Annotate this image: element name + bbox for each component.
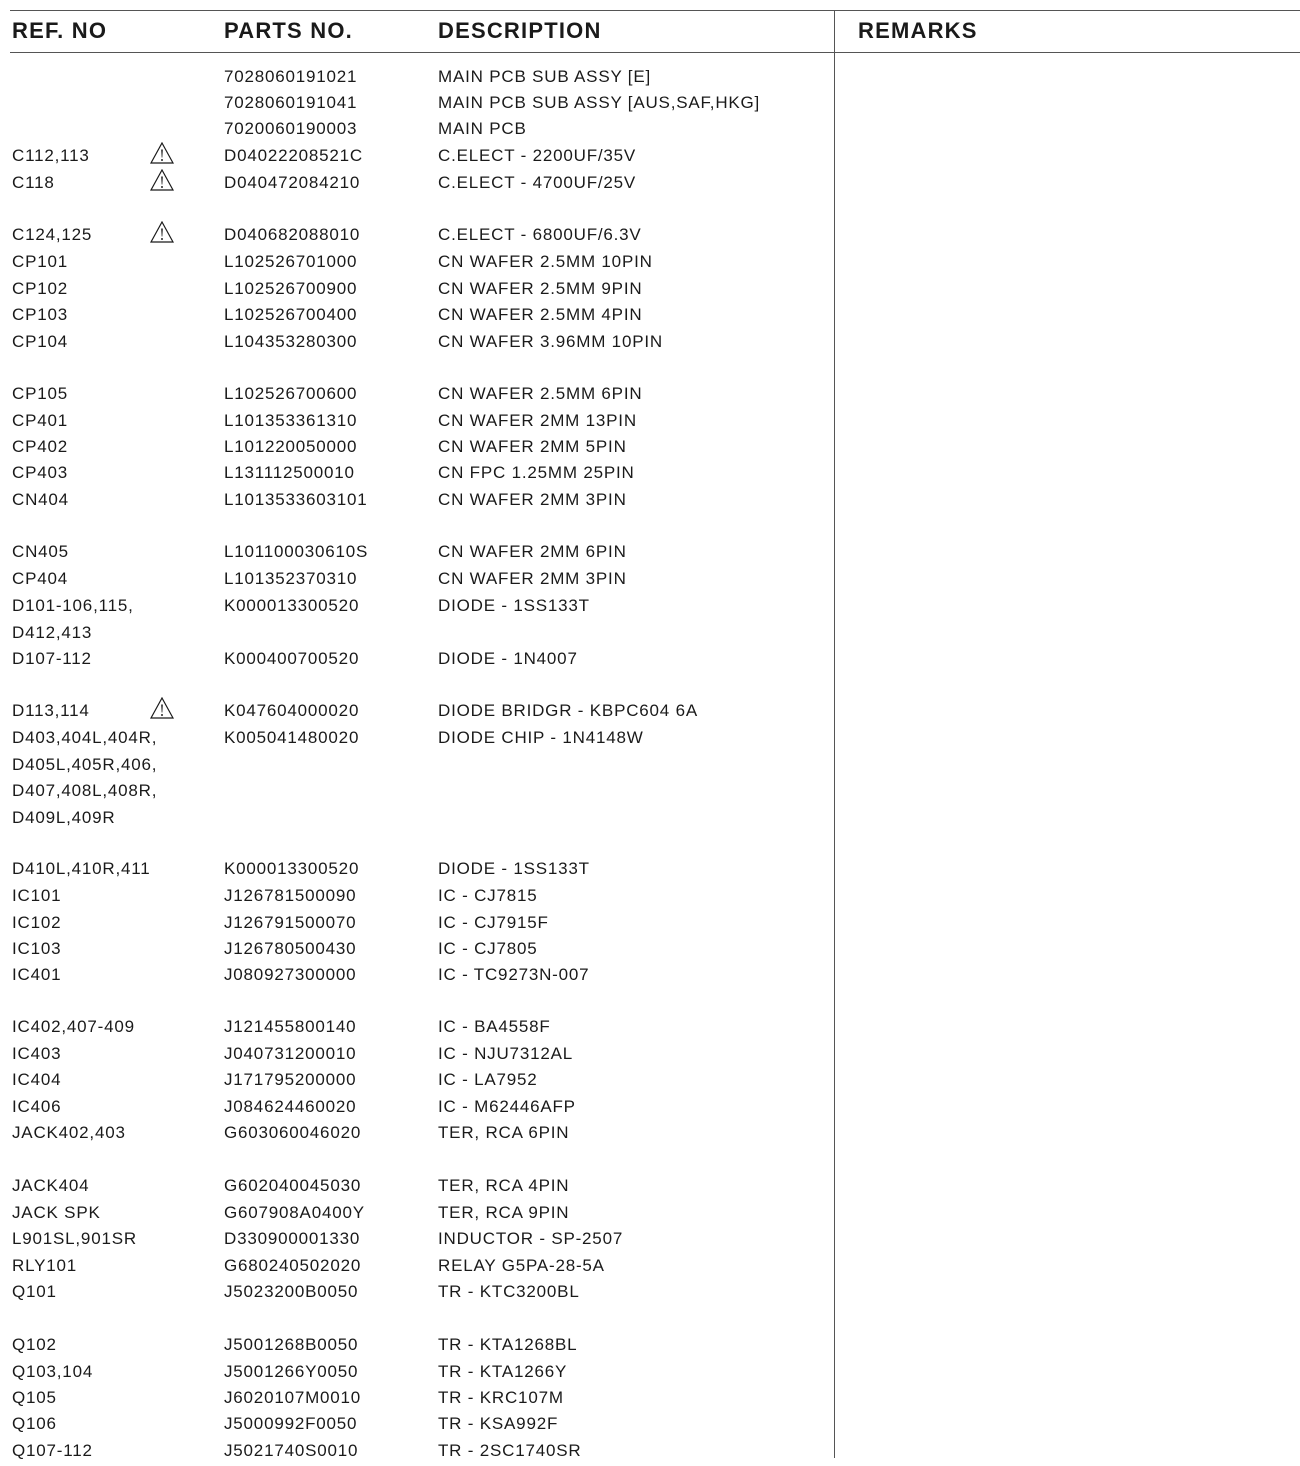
description-cell: DIODE - 1SS133T [438,596,590,615]
description-cell: IC - CJ7815 [438,886,538,905]
ref-no-cell: D412,413 [12,623,93,642]
description-cell: CN WAFER 2.5MM 4PIN [438,305,643,324]
parts-no-cell: L102526700600 [224,384,358,403]
description-cell: IC - CJ7805 [438,939,538,958]
parts-no-cell: J5023200B0050 [224,1282,359,1301]
description-cell: CN FPC 1.25MM 25PIN [438,463,635,482]
description-cell: CN WAFER 2.5MM 10PIN [438,252,653,271]
parts-no-cell: G607908A0400Y [224,1203,365,1222]
parts-no-cell: J040731200010 [224,1044,357,1063]
table-row [0,92,834,118]
ref-no-cell: CP402 [12,437,68,456]
ref-no-cell: D403,404L,404R, [12,728,158,747]
ref-no-cell: JACK402,403 [12,1123,126,1142]
warning-triangle-icon [150,169,174,191]
table-row [0,383,834,409]
table-row [0,595,834,621]
description-cell: INDUCTOR - SP-2507 [438,1229,624,1248]
ref-no-cell: IC401 [12,965,62,984]
parts-no-cell: L1013533603101 [224,490,368,509]
remarks-divider [834,10,835,1458]
ref-no-cell: Q102 [12,1335,57,1354]
parts-no-cell: J084624460020 [224,1097,357,1116]
ref-no-cell: IC404 [12,1070,62,1089]
description-cell: TR - KSA992F [438,1414,559,1433]
table-row [0,1122,834,1148]
table-row [0,1043,834,1069]
description-cell: MAIN PCB SUB ASSY [AUS,SAF,HKG] [438,93,761,112]
ref-no-cell: JACK404 [12,1176,90,1195]
parts-no-cell: J126780500430 [224,939,357,958]
table-row [0,964,834,990]
parts-no-cell: D040472084210 [224,173,361,192]
ref-no-cell: JACK SPK [12,1203,101,1222]
table-row [0,807,834,833]
parts-no-cell: G680240502020 [224,1256,362,1275]
table-row [0,541,834,567]
ref-no-cell: CP404 [12,569,68,588]
description-cell: DIODE CHIP - 1N4148W [438,728,644,747]
table-row [0,251,834,277]
parts-no-cell: G602040045030 [224,1176,362,1195]
ref-no-cell: D107-112 [12,649,92,668]
parts-no-cell: 7028060191021 [224,67,358,86]
parts-no-cell: D04022208521C [224,146,363,165]
parts-no-cell: J6020107M0010 [224,1388,362,1407]
description-cell: TER, RCA 4PIN [438,1176,570,1195]
description-cell: TR - KRC107M [438,1388,564,1407]
parts-no-cell: D040682088010 [224,225,361,244]
table-row [0,1413,834,1439]
warning-triangle-icon [150,697,174,719]
table-row [0,462,834,488]
parts-no-cell: L101353361310 [224,411,358,430]
ref-no-cell: IC403 [12,1044,62,1063]
parts-no-cell: L101220050000 [224,437,358,456]
table-row [0,700,834,726]
ref-no-cell: D407,408L,408R, [12,781,158,800]
description-cell: TR - KTA1266Y [438,1362,568,1381]
ref-no-cell: Q105 [12,1388,57,1407]
description-cell: DIODE BRIDGR - KBPC604 6A [438,701,698,720]
ref-no-cell: IC101 [12,886,62,905]
ref-no-cell: Q107-112 [12,1441,93,1460]
table-row [0,145,834,171]
table-row [0,118,834,144]
header-ref-no: REF. NO [12,18,108,43]
ref-no-cell: Q101 [12,1282,57,1301]
ref-no-cell: C112,113 [12,146,90,165]
parts-no-cell: J126791500070 [224,913,357,932]
description-cell: TR - KTA1268BL [438,1335,578,1354]
description-cell: DIODE - 1SS133T [438,859,590,878]
description-cell: CN WAFER 2MM 3PIN [438,569,627,588]
parts-no-cell: J5021740S0010 [224,1441,359,1460]
table-row [0,436,834,462]
table-row [0,1440,834,1466]
parts-no-cell: K000400700520 [224,649,360,668]
ref-no-cell: C124,125 [12,225,93,244]
description-cell: TR - KTC3200BL [438,1282,580,1301]
description-cell: IC - TC9273N-007 [438,965,590,984]
parts-no-cell: J5001268B0050 [224,1335,359,1354]
description-cell: TER, RCA 6PIN [438,1123,570,1142]
header-description: DESCRIPTION [438,18,602,43]
table-row [0,648,834,674]
table-row [0,568,834,594]
ref-no-cell: Q106 [12,1414,57,1433]
ref-no-cell: D409L,409R [12,808,116,827]
table-row [0,278,834,304]
ref-no-cell: IC406 [12,1097,62,1116]
warning-triangle-icon [150,142,174,164]
description-cell: MAIN PCB SUB ASSY [E] [438,67,651,86]
description-cell: CN WAFER 3.96MM 10PIN [438,332,663,351]
table-row [0,938,834,964]
ref-no-cell: CP401 [12,411,68,430]
header-parts-no: PARTS NO. [224,18,353,43]
parts-no-cell: J126781500090 [224,886,357,905]
ref-no-cell: D113,114 [12,701,90,720]
description-cell: C.ELECT - 6800UF/6.3V [438,225,642,244]
description-cell: C.ELECT - 4700UF/25V [438,173,637,192]
table-row [0,1361,834,1387]
parts-no-cell: K047604000020 [224,701,360,720]
description-cell: C.ELECT - 2200UF/35V [438,146,637,165]
parts-no-cell: G603060046020 [224,1123,362,1142]
ref-no-cell: IC103 [12,939,62,958]
table-row [0,780,834,806]
table-row [0,489,834,515]
parts-no-cell: J5000992F0050 [224,1414,358,1433]
ref-no-cell: IC102 [12,913,62,932]
parts-no-cell: 7028060191041 [224,93,358,112]
ref-no-cell: CN405 [12,542,69,561]
description-cell: CN WAFER 2.5MM 9PIN [438,279,643,298]
table-row [0,754,834,780]
ref-no-cell: IC402,407-409 [12,1017,135,1036]
ref-no-cell: D101-106,115, [12,596,134,615]
parts-no-cell: L101100030610S [224,542,369,561]
ref-no-cell: C118 [12,173,55,192]
parts-no-cell: L102526700900 [224,279,358,298]
table-row [0,172,834,198]
ref-no-cell: RLY101 [12,1256,77,1275]
ref-no-cell: CP105 [12,384,68,403]
table-row [0,727,834,753]
description-cell: MAIN PCB [438,119,527,138]
parts-no-cell: K005041480020 [224,728,360,747]
ref-no-cell: CP101 [12,252,68,271]
table-row [0,912,834,938]
description-cell: CN WAFER 2MM 5PIN [438,437,627,456]
table-row [0,1202,834,1228]
description-cell: IC - BA4558F [438,1017,551,1036]
description-cell: TER, RCA 9PIN [438,1203,570,1222]
header-remarks: REMARKS [858,18,978,43]
table-row [0,66,834,92]
parts-no-cell: J080927300000 [224,965,357,984]
parts-no-cell: J121455800140 [224,1017,357,1036]
description-cell: CN WAFER 2MM 6PIN [438,542,627,561]
ref-no-cell: L901SL,901SR [12,1229,137,1248]
parts-no-cell: L102526700400 [224,305,358,324]
table-row [0,1096,834,1122]
table-row [0,1175,834,1201]
ref-no-cell: CP103 [12,305,68,324]
description-cell: CN WAFER 2MM 13PIN [438,411,637,430]
ref-no-cell: CP104 [12,332,68,351]
parts-no-cell: K000013300520 [224,596,360,615]
description-cell: IC - NJU7312AL [438,1044,573,1063]
table-row [0,1334,834,1360]
table-row [0,1016,834,1042]
description-cell: IC - CJ7915F [438,913,549,932]
table-row [0,622,834,648]
table-row [0,331,834,357]
parts-no-cell: L131112500010 [224,463,355,482]
parts-no-cell: L101352370310 [224,569,358,588]
description-cell: CN WAFER 2.5MM 6PIN [438,384,643,403]
parts-no-cell: 7020060190003 [224,119,358,138]
description-cell: DIODE - 1N4007 [438,649,578,668]
table-row [0,1228,834,1254]
description-cell: TR - 2SC1740SR [438,1441,582,1460]
table-row [0,858,834,884]
parts-no-cell: K000013300520 [224,859,360,878]
warning-triangle-icon [150,221,174,243]
table-row [0,304,834,330]
parts-no-cell: J171795200000 [224,1070,357,1089]
description-cell: IC - LA7952 [438,1070,538,1089]
table-row [0,410,834,436]
description-cell: IC - M62446AFP [438,1097,576,1116]
ref-no-cell: CN404 [12,490,69,509]
ref-no-cell: D410L,410R,411 [12,859,151,878]
ref-no-cell: CP102 [12,279,68,298]
table-row [0,224,834,250]
description-cell: CN WAFER 2MM 3PIN [438,490,627,509]
table-row [0,1281,834,1307]
parts-no-cell: D330900001330 [224,1229,361,1248]
ref-no-cell: CP403 [12,463,68,482]
parts-no-cell: L102526701000 [224,252,358,271]
table-row [0,1069,834,1095]
ref-no-cell: D405L,405R,406, [12,755,158,774]
table-row [0,885,834,911]
parts-no-cell: L104353280300 [224,332,358,351]
table-row [0,1255,834,1281]
ref-no-cell: Q103,104 [12,1362,94,1381]
table-row [0,1387,834,1413]
description-cell: RELAY G5PA-28-5A [438,1256,605,1275]
parts-no-cell: J5001266Y0050 [224,1362,359,1381]
